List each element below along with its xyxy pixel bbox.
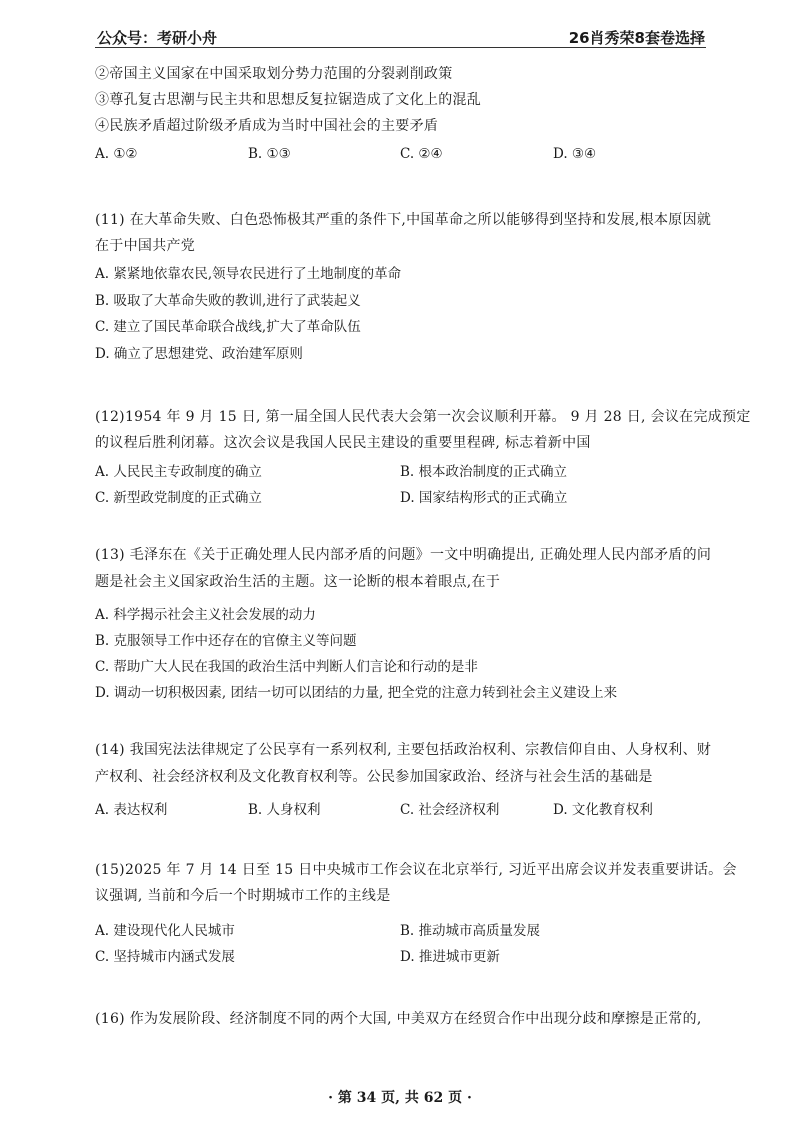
question-stem: (16) 作为发展阶段、经济制度不同的两个大国, 中美双方在经贸合作中出现分歧和摩擦是正常的, — [95, 1011, 702, 1027]
option-c: C. ②④ — [400, 146, 443, 162]
header-divider — [95, 47, 706, 48]
question-stem: (13) 毛泽东在《关于正确处理人民内部矛盾的问题》一文中明确提出, 正确处理人民内部矛盾的问 — [95, 547, 712, 563]
option-d: D. 调动一切积极因素, 团结一切可以团结的力量, 把全党的注意力转到社会主义建设上来 — [95, 685, 618, 701]
option-c: C. 社会经济权利 — [400, 802, 500, 818]
question-stem: 在于中国共产党 — [95, 238, 196, 254]
option-c: C. 建立了国民革命联合战线,扩大了革命队伍 — [95, 319, 361, 335]
option-a: A. 表达权利 — [95, 802, 168, 818]
option-b: B. 克服领导工作中还存在的官僚主义等问题 — [95, 633, 357, 649]
option-d: D. 推进城市更新 — [400, 949, 500, 965]
question-stem: 产权利、社会经济权利及文化教育权利等。公民参加国家政治、经济与社会生活的基础是 — [95, 769, 653, 785]
option-b: B. 根本政治制度的正式确立 — [400, 464, 568, 480]
option-b: B. 吸取了大革命失败的教训,进行了武装起义 — [95, 293, 361, 309]
option-d: D. 文化教育权利 — [553, 802, 653, 818]
option-b: B. ①③ — [248, 146, 291, 162]
statement: ②帝国主义国家在中国采取划分势力范围的分裂剥削政策 — [95, 66, 453, 82]
header-right: 26肖秀荣8套卷选择 — [568, 29, 705, 47]
option-d: D. 确立了思想建党、政治建军原则 — [95, 346, 303, 362]
option-b: B. 推动城市高质量发展 — [400, 923, 541, 939]
question-stem: 的议程后胜利闭幕。这次会议是我国人民民主建设的重要里程碑, 标志着新中国 — [95, 435, 591, 451]
option-d: D. 国家结构形式的正式确立 — [400, 490, 568, 506]
question-stem: (15)2025 年 7 月 14 日至 15 日中央城市工作会议在北京举行, 习近平出席会议并发表重要讲话。会 — [95, 862, 737, 878]
option-a: A. 科学揭示社会主义社会发展的动力 — [95, 607, 316, 623]
option-b: B. 人身权利 — [248, 802, 321, 818]
header-left: 公众号：考研小舟 — [97, 29, 218, 47]
option-a: A. 紧紧地依靠农民,领导农民进行了土地制度的革命 — [95, 266, 402, 282]
question-stem: (11) 在大革命失败、白色恐怖极其严重的条件下,中国革命之所以能够得到坚持和发展,根本原因就 — [95, 212, 712, 228]
option-a: A. 人民民主专政制度的确立 — [95, 464, 262, 480]
question-stem: 题是社会主义国家政治生活的主题。这一论断的根本着眼点,在于 — [95, 574, 501, 590]
page-number: · 第 34 页, 共 62 页 · — [328, 1090, 472, 1106]
option-c: C. 坚持城市内涵式发展 — [95, 949, 235, 965]
question-stem: (14) 我国宪法法律规定了公民享有一系列权利, 主要包括政治权利、宗教信仰自由、人身权利、财 — [95, 742, 712, 758]
option-c: C. 新型政党制度的正式确立 — [95, 490, 262, 506]
question-stem: 议强调, 当前和今后一个时期城市工作的主线是 — [95, 888, 391, 904]
option-a: A. ①② — [95, 146, 138, 162]
option-c: C. 帮助广大人民在我国的政治生活中判断人们言论和行动的是非 — [95, 659, 478, 675]
statement: ③尊孔复古思潮与民主共和思想反复拉锯造成了文化上的混乱 — [95, 92, 482, 108]
option-a: A. 建设现代化人民城市 — [95, 923, 235, 939]
option-d: D. ③④ — [553, 146, 597, 162]
statement: ④民族矛盾超过阶级矛盾成为当时中国社会的主要矛盾 — [95, 118, 439, 134]
question-stem: (12)1954 年 9 月 15 日, 第一届全国人民代表大会第一次会议顺利开幕。 9 月 28 日, 会议在完成预定 — [95, 409, 751, 425]
